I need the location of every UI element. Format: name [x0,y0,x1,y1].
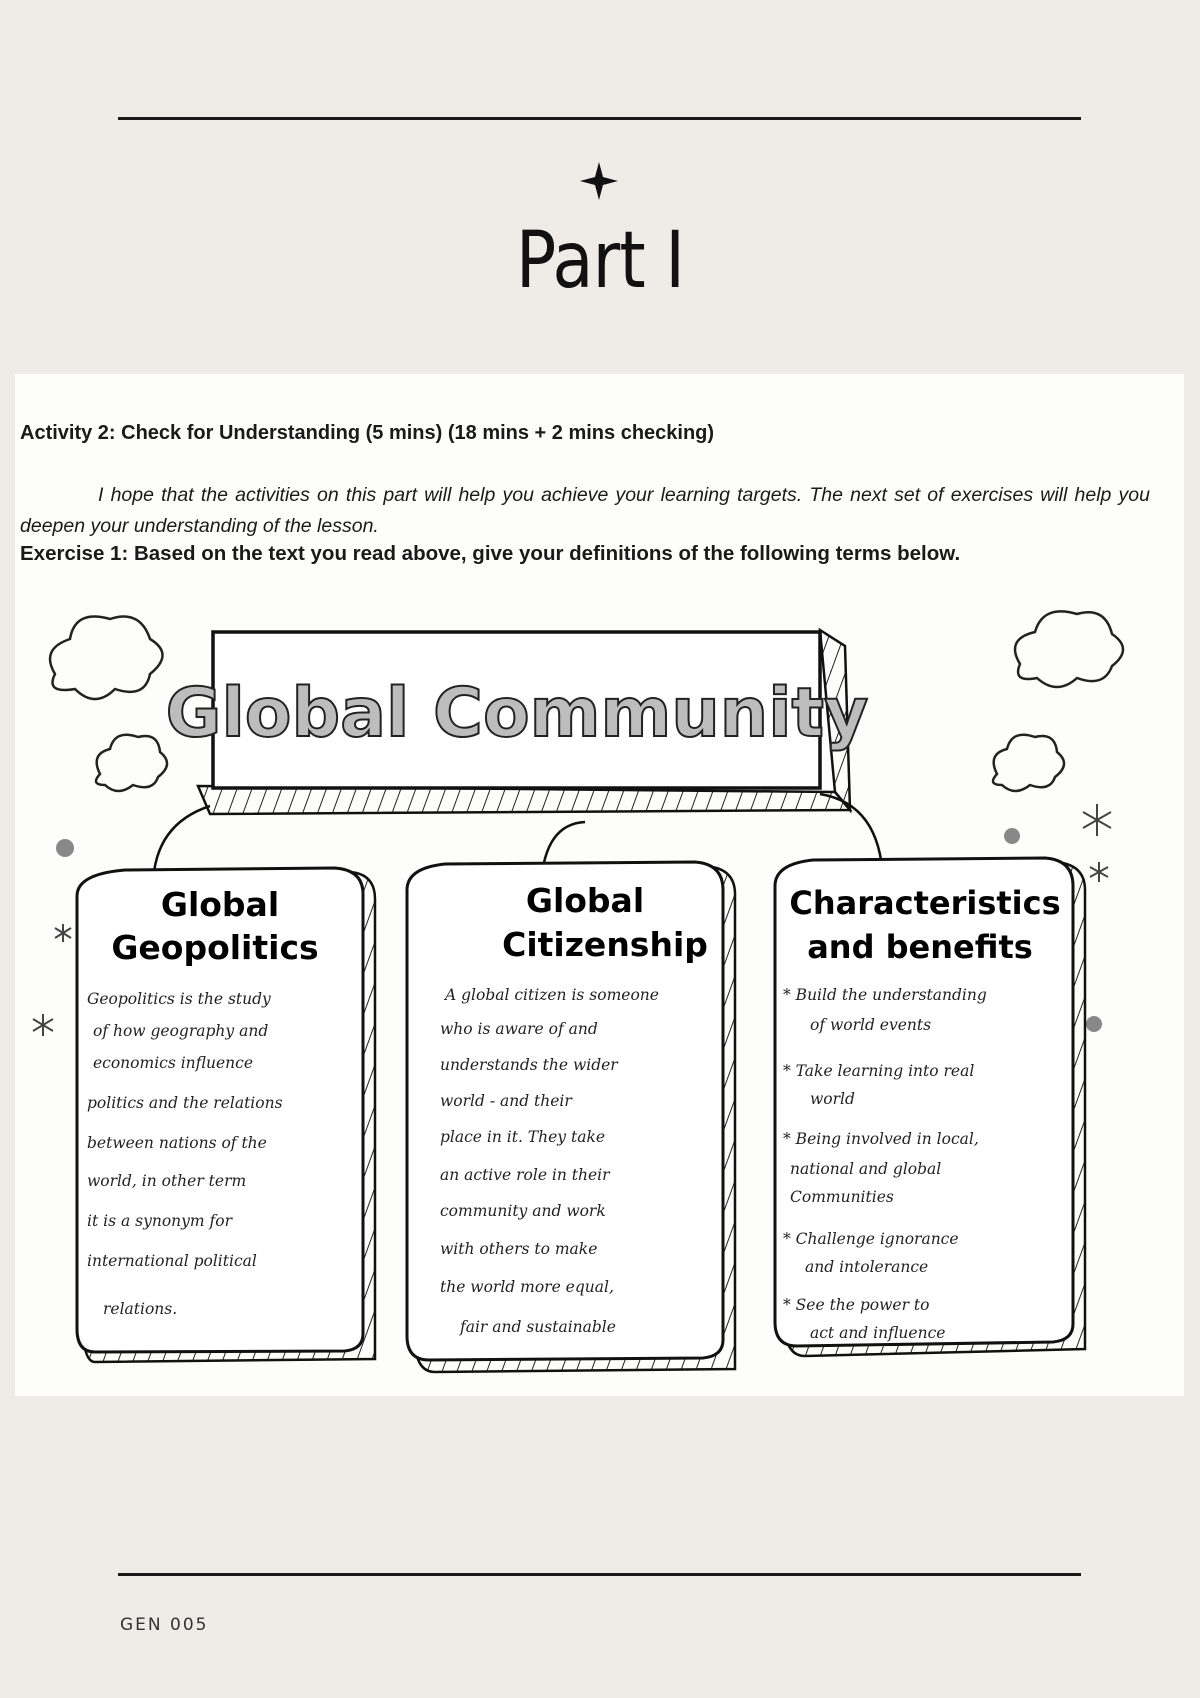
box-line: relations. [103,1300,178,1318]
worksheet-scan [15,374,1184,1396]
cloud-icon [50,617,163,700]
box-line: A global citizen is someone [445,986,659,1004]
box-line: between nations of the [87,1134,267,1152]
box-line: place in it. They take [440,1128,606,1146]
box-line: and intolerance [805,1258,929,1276]
dot-icon [56,839,74,857]
top-rule [118,117,1081,120]
box-line: * See the power to [783,1296,930,1314]
box-line: world [810,1090,855,1108]
dot-icon [1004,828,1020,844]
box-title-line2: Citizenship [502,925,708,964]
page-title: Part I [515,216,685,306]
course-code: GEN 005 [120,1615,209,1635]
box-title-line2: and benefits [807,928,1033,966]
star-icon [33,1014,53,1036]
box-title-line1: Global [160,885,280,924]
box-line: * Being involved in local, [783,1130,979,1148]
bottom-rule [118,1573,1081,1576]
box-line: it is a synonym for [87,1212,232,1230]
box-line: fair and sustainable [460,1318,616,1336]
box-line: of world events [810,1016,932,1034]
box-line: who is aware of and [440,1020,598,1038]
box-line: an active role in their [440,1166,610,1184]
box-line: economics influence [93,1054,253,1072]
box-line: understands the wider [440,1056,618,1074]
box-global-citizenship [407,862,735,1372]
box-line: * Take learning into real [783,1062,975,1080]
cloud-icon [1015,611,1123,687]
star-icon [1083,804,1111,836]
box-line: Communities [790,1188,894,1206]
box-line: * Build the understanding [783,986,987,1004]
box-line: world - and their [440,1092,572,1110]
intro-paragraph: I hope that the activities on this part will help you achieve your learning targets. The next set of exercises will help you deepen your understanding of the lesson. [20,484,1150,537]
box-line: * Challenge ignorance [783,1230,959,1248]
box-line: with others to make [440,1240,598,1258]
box-line: of how geography and [93,1022,269,1040]
box-title-line2: Geopolitics [111,928,319,967]
box-line: the world more equal, [440,1278,614,1296]
star-icon [1090,862,1108,882]
box-line: Geopolitics is the study [87,990,271,1008]
box-line: national and global [790,1160,942,1178]
box-characteristics-benefits [775,858,1085,1356]
box-global-geopolitics [77,868,375,1362]
box-line: international political [87,1252,257,1270]
diagram-title: Global Community [165,674,869,753]
box-line: act and influence [810,1324,946,1342]
box-line: politics and the relations [87,1094,283,1112]
exercise-instruction: Exercise 1: Based on the text you read above, give your definitions of the following terms below. [20,542,961,565]
title-banner [166,626,869,814]
box-title-line1: Characteristics [789,884,1061,922]
box-line: world, in other term [87,1172,247,1190]
concept-diagram [15,374,1184,1396]
activity-heading: Activity 2: Check for Understanding (5 mins) (18 mins + 2 mins checking) [20,422,715,444]
cloud-icon [993,735,1064,791]
star-icon [55,924,71,942]
sparkle-icon [578,160,620,202]
cloud-icon [96,735,167,791]
dot-icon [1086,1016,1102,1032]
box-line: community and work [440,1202,606,1220]
box-title-line1: Global [525,881,645,920]
